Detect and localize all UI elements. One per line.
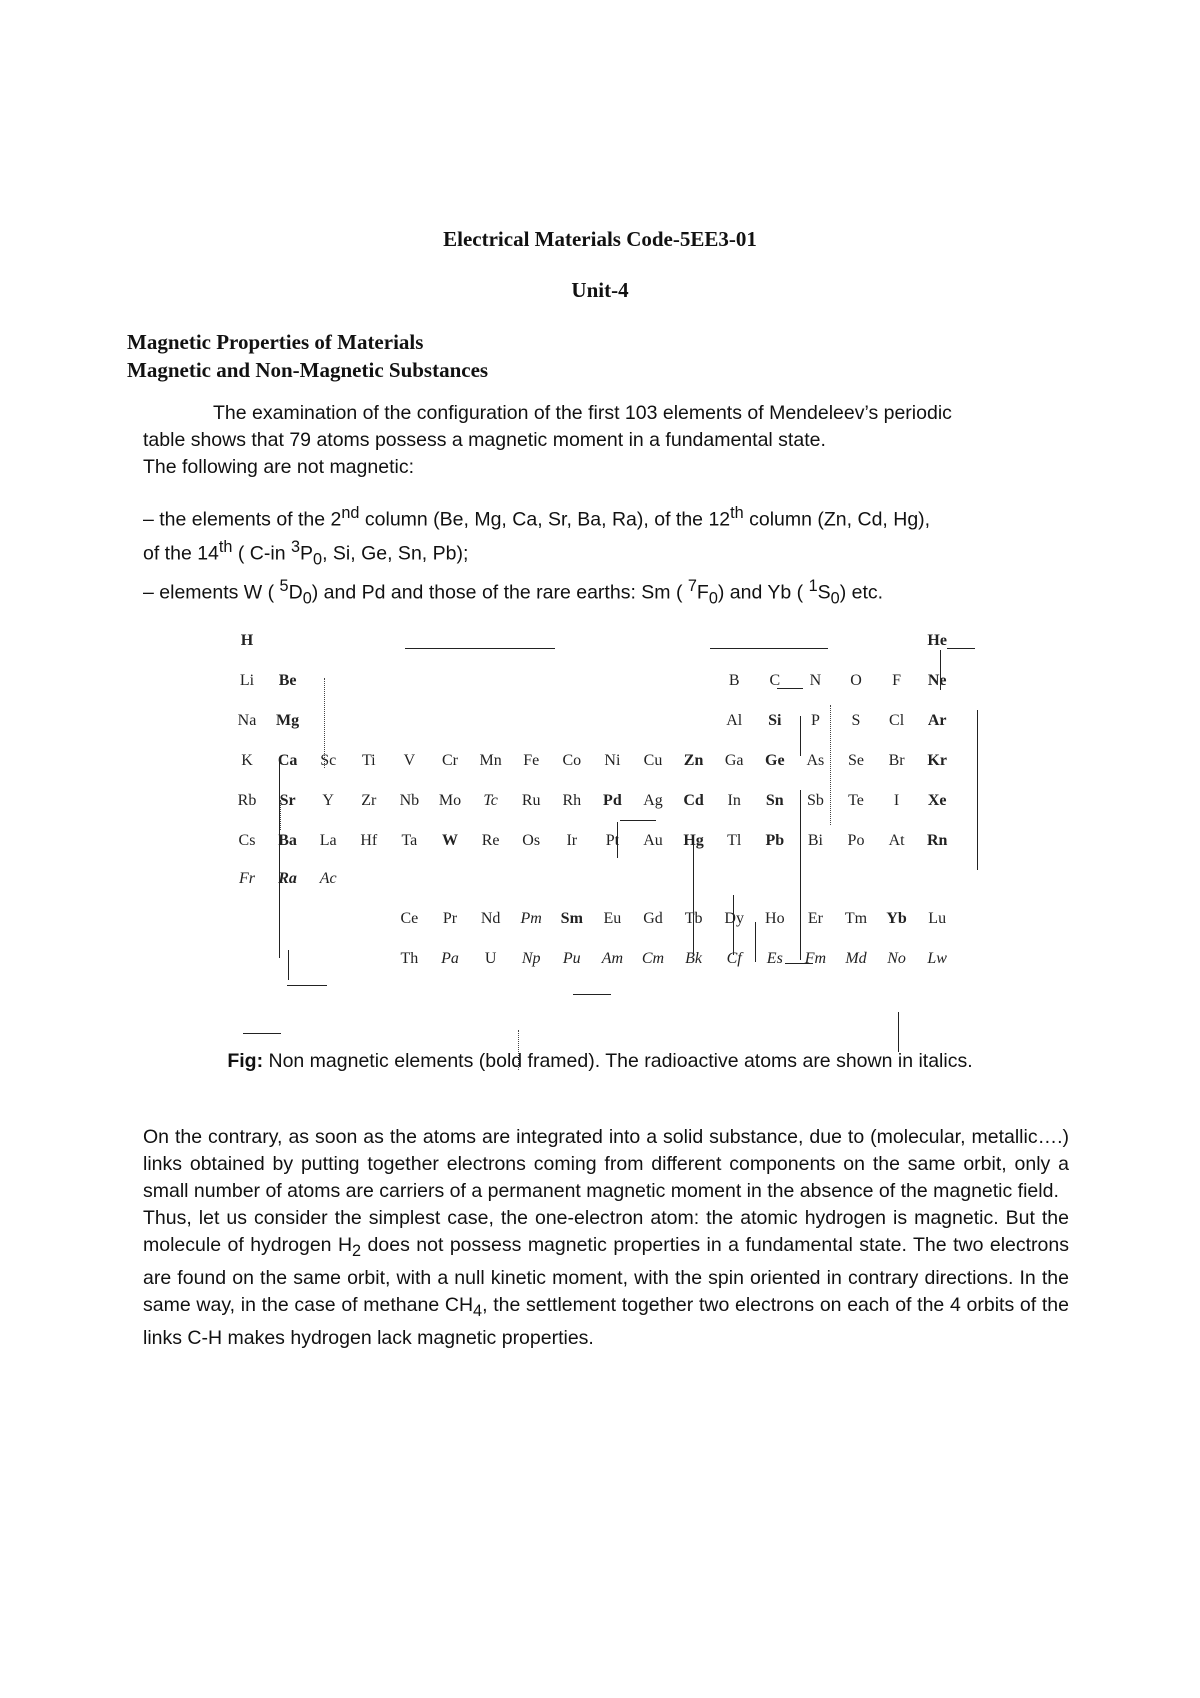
element-u: U	[484, 950, 497, 967]
element-cl: Cl	[889, 712, 905, 729]
frame-line	[405, 648, 555, 649]
element-i: I	[893, 792, 900, 809]
element-ce: Ce	[400, 910, 419, 927]
frame-line	[279, 758, 280, 958]
element-au: Au	[643, 832, 663, 849]
frame-line	[573, 994, 611, 995]
element-ac: Ac	[319, 870, 337, 887]
element-in: In	[727, 792, 741, 809]
element-ge: Ge	[765, 752, 785, 769]
element-o: O	[850, 672, 862, 689]
subscript: 0	[708, 589, 718, 608]
element-ra: Ra	[278, 870, 297, 887]
element-yb: Yb	[886, 910, 907, 927]
element-ba: Ba	[278, 832, 297, 849]
element-fm: Fm	[804, 950, 827, 967]
element-gd: Gd	[643, 910, 663, 927]
list-text: ) and Yb (	[717, 581, 809, 604]
subscript: 0	[302, 589, 312, 608]
element-be: Be	[278, 672, 297, 689]
subsection-heading: Magnetic and Non-Magnetic Substances	[127, 358, 489, 382]
element-no: No	[887, 950, 906, 967]
element-pb: Pb	[765, 832, 785, 849]
list-item	[143, 500, 1073, 534]
element-ir: Ir	[566, 832, 578, 849]
document-title: Electrical Materials Code-5EE3-01	[443, 227, 757, 251]
element-f: F	[892, 672, 902, 689]
paragraph-text: Thus, let us consider the simplest case, the one-electron atom: the atomic hydrogen is magnetic. But the molecule of hydrogen H	[143, 1207, 1069, 1256]
intro-line-3: The following are not magnetic:	[143, 456, 414, 478]
list-text: column (Zn, Cd, Hg),	[743, 508, 931, 531]
element-mg: Mg	[276, 712, 300, 729]
frame-line	[800, 790, 801, 960]
element-dy: Dy	[724, 910, 744, 927]
element-tc: Tc	[483, 792, 498, 809]
element-po: Po	[847, 832, 865, 849]
list-text: of the 14	[143, 542, 219, 564]
subscript: 2	[352, 1241, 362, 1260]
element-tl: Tl	[727, 832, 742, 849]
element-hg: Hg	[683, 832, 704, 849]
element-hf: Hf	[360, 832, 378, 849]
frame-line	[977, 710, 978, 870]
element-y: Y	[322, 792, 334, 809]
superscript: 1	[808, 576, 818, 595]
element-ta: Ta	[401, 832, 418, 849]
subscript: 0	[313, 549, 323, 568]
frame-line	[898, 1012, 899, 1052]
list-text: , Si, Ge, Sn, Pb);	[322, 542, 469, 564]
element-xe: Xe	[927, 792, 947, 809]
paragraph-1: On the contrary, as soon as the atoms are integrated into a solid substance, due to (molecular, metallic….) links obtained by putting together electrons coming from different components on the same orbit, only a small number of atoms are carriers of a permanent magnetic moment in the absence of the magnetic field.	[143, 1126, 1069, 1202]
element-cd: Cd	[683, 792, 704, 809]
list-text: S	[817, 581, 831, 604]
element-os: Os	[522, 832, 541, 849]
element-pu: Pu	[562, 950, 581, 967]
element-ar: Ar	[927, 712, 947, 729]
element-zr: Zr	[361, 792, 377, 809]
element-zn: Zn	[683, 752, 704, 769]
frame-line	[710, 648, 828, 649]
element-al: Al	[726, 712, 743, 729]
element-na: Na	[237, 712, 257, 729]
periodic-table-figure	[237, 632, 985, 1040]
element-rb: Rb	[237, 792, 257, 809]
element-lu: Lu	[928, 910, 947, 927]
list-text: ( C-in	[232, 542, 291, 564]
element-lw: Lw	[927, 950, 947, 967]
element-md: Md	[845, 950, 867, 967]
list-item-continued	[143, 534, 1073, 573]
element-pm: Pm	[520, 910, 542, 927]
element-np: Np	[521, 950, 541, 967]
element-w: W	[442, 832, 458, 849]
element-cu: Cu	[643, 752, 663, 769]
superscript: 3	[290, 537, 301, 556]
superscript: nd	[341, 504, 360, 522]
element-sr: Sr	[279, 792, 296, 809]
element-am: Am	[601, 950, 624, 967]
element-pr: Pr	[442, 910, 458, 927]
element-er: Er	[807, 910, 823, 927]
element-ne: Ne	[927, 672, 947, 689]
element-tb: Tb	[684, 910, 703, 927]
element-bi: Bi	[807, 832, 823, 849]
element-ca: Ca	[277, 752, 298, 769]
element-k: K	[241, 752, 253, 769]
element-h: H	[240, 632, 254, 649]
caption-label: Fig:	[227, 1050, 264, 1072]
element-tm: Tm	[844, 910, 868, 927]
non-magnetic-list	[143, 500, 1073, 612]
figure-caption	[0, 1050, 1200, 1073]
element-ag: Ag	[643, 792, 663, 809]
element-he: He	[927, 632, 947, 649]
list-text: P	[300, 542, 314, 564]
element-cm: Cm	[641, 950, 665, 967]
element-ho: Ho	[765, 910, 785, 927]
element-ga: Ga	[724, 752, 744, 769]
element-s: S	[851, 712, 861, 729]
element-rh: Rh	[562, 792, 582, 809]
list-text: D	[288, 581, 303, 604]
element-p: P	[810, 712, 820, 729]
element-sm: Sm	[560, 910, 583, 927]
frame-line	[287, 985, 327, 986]
list-text: ) etc.	[839, 581, 884, 604]
element-nb: Nb	[399, 792, 420, 809]
paragraph-text: , the settlement together two electrons on each of the 4 orbits of the links C-H makes hydrogen lack magnetic properties.	[143, 1293, 1069, 1349]
element-ru: Ru	[521, 792, 541, 809]
list-item	[143, 573, 1073, 612]
caption-text: Non magnetic elements (bold framed). The radioactive atoms are shown in italics.	[263, 1050, 973, 1072]
list-text: column (Be, Mg, Ca, Sr, Ba, Ra), of the 12	[359, 508, 731, 531]
element-cr: Cr	[442, 752, 458, 769]
unit-heading: Unit-4	[571, 278, 629, 302]
element-si: Si	[768, 712, 782, 729]
element-th: Th	[400, 950, 419, 967]
element-kr: Kr	[927, 752, 947, 769]
element-se: Se	[848, 752, 864, 769]
element-c: C	[769, 672, 781, 689]
element-te: Te	[848, 792, 864, 809]
element-la: La	[319, 832, 337, 849]
frame-line	[693, 840, 694, 956]
subscript: 0	[830, 589, 840, 608]
intro-line	[143, 400, 1073, 427]
element-pt: Pt	[605, 832, 620, 849]
list-text: – the elements of the 2	[143, 508, 342, 531]
element-v: V	[403, 752, 416, 769]
element-pd: Pd	[603, 792, 622, 809]
element-eu: Eu	[603, 910, 622, 927]
superscript: th	[218, 537, 233, 556]
element-es: Es	[766, 950, 783, 967]
element-nd: Nd	[480, 910, 501, 927]
element-fe: Fe	[523, 752, 540, 769]
section-heading: Magnetic Properties of Materials	[127, 330, 424, 354]
subscript: 4	[473, 1301, 483, 1320]
element-sc: Sc	[320, 752, 337, 769]
element-sb: Sb	[806, 792, 824, 809]
element-ti: Ti	[361, 752, 376, 769]
element-as: As	[806, 752, 825, 769]
superscript: 7	[687, 576, 697, 595]
element-cs: Cs	[238, 832, 256, 849]
paragraph-2	[143, 1205, 1069, 1352]
element-br: Br	[888, 752, 905, 769]
frame-line	[620, 820, 656, 821]
superscript: th	[730, 504, 744, 522]
element-fr: Fr	[239, 870, 255, 887]
intro-line-2: table shows that 79 atoms possess a magnetic moment in a fundamental state.	[143, 429, 826, 451]
element-ni: Ni	[604, 752, 621, 769]
frame-line	[288, 950, 289, 980]
element-n: N	[809, 672, 822, 689]
intro-line-1: The examination of the configuration of the first 103 elements of Mendeleev’s periodic	[213, 402, 952, 424]
element-mn: Mn	[479, 752, 502, 769]
element-at: At	[888, 832, 905, 849]
element-mo: Mo	[438, 792, 462, 809]
frame-line	[243, 1033, 281, 1034]
paragraph-text: does not possess magnetic properties in a fundamental state. The two electrons are found on the same orbit, with a null kinetic moment, with the spin oriented in contrary directions. In the same way, in the case of methane CH	[143, 1234, 1069, 1316]
element-re: Re	[481, 832, 500, 849]
element-b: B	[728, 672, 740, 689]
superscript: 5	[279, 576, 289, 595]
intro-paragraph	[143, 400, 1073, 481]
list-text: ) and Pd and those of the rare earths: Sm (	[311, 581, 688, 604]
list-text: – elements W (	[143, 581, 280, 604]
element-rn: Rn	[926, 832, 948, 849]
list-text: F	[696, 581, 709, 604]
element-cf: Cf	[726, 950, 742, 967]
element-pa: Pa	[441, 950, 459, 967]
element-sn: Sn	[765, 792, 784, 809]
element-li: Li	[239, 672, 255, 689]
element-bk: Bk	[685, 950, 703, 967]
element-co: Co	[562, 752, 582, 769]
body-paragraph	[143, 1124, 1069, 1352]
